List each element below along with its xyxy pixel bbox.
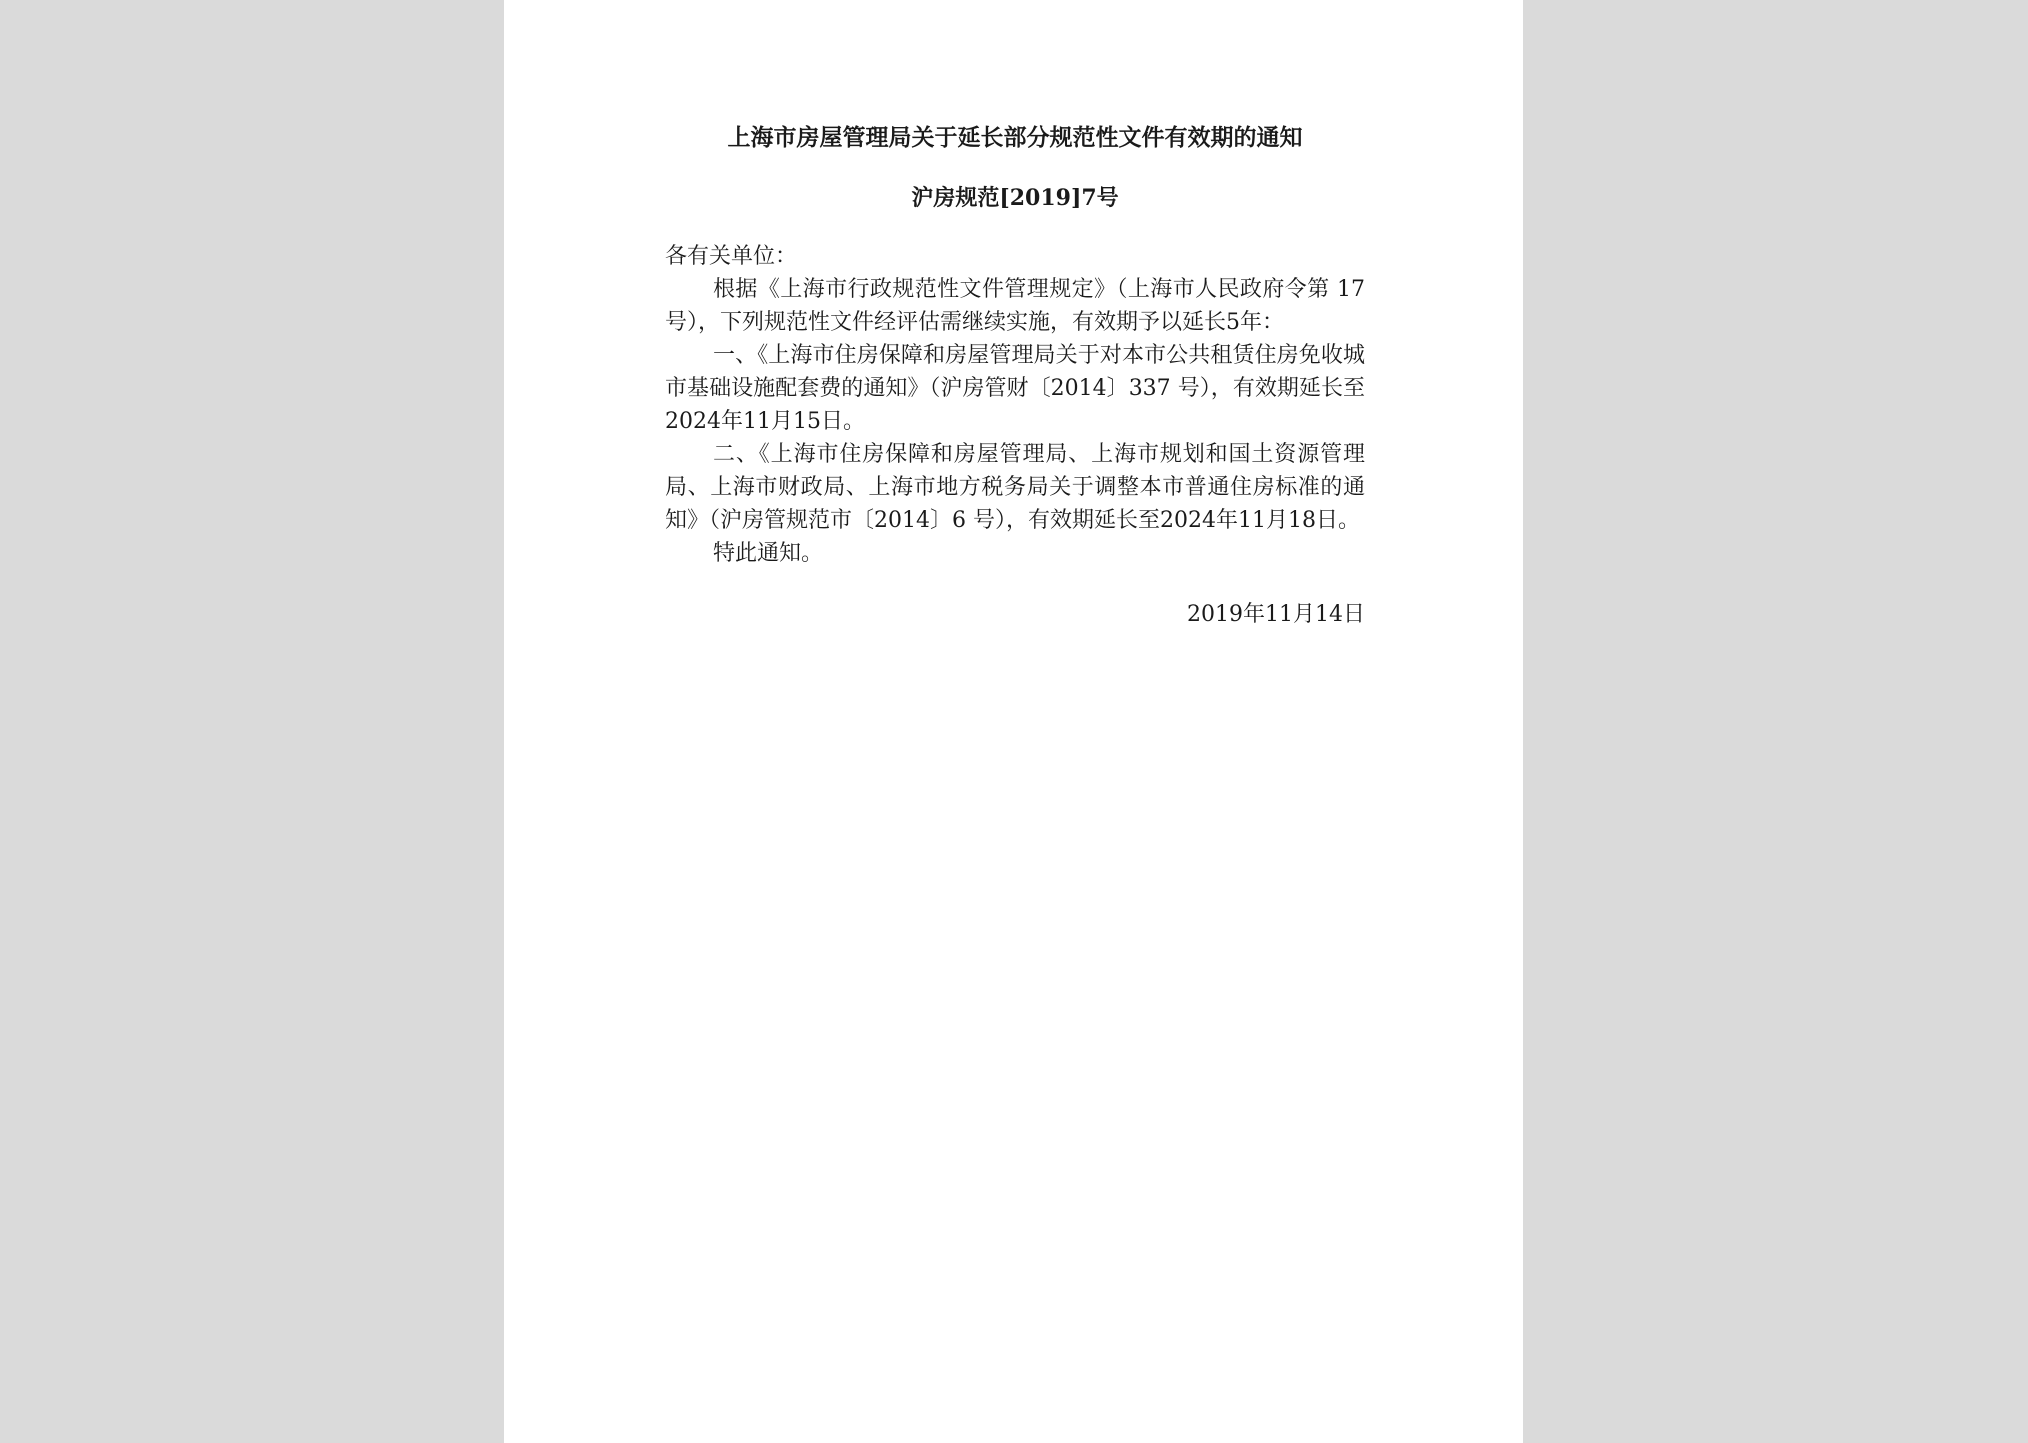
paragraph-item-two: 二、《上海市住房保障和房屋管理局、上海市规划和国土资源管理局、上海市财政局、上海市地方税务局关于调整本市普通住房标准的通知》（沪房管规范市〔2014〕6 号），有效期延长至2024年11月18日。 (665, 442, 1365, 533)
document-title: 上海市房屋管理局关于延长部分规范性文件有效期的通知 (727, 124, 1303, 151)
salutation: 各有关单位： (665, 244, 798, 269)
document-body (665, 240, 1365, 570)
document-content (665, 118, 1365, 631)
document-date: 2019年11月14日 (1187, 602, 1365, 627)
paragraph-item-one: 一、《上海市住房保障和房屋管理局关于对本市公共租赁住房免收城市基础设施配套费的通知》（沪房管财〔2014〕337 号），有效期延长至2024年11月15日。 (665, 343, 1365, 434)
paragraph-closing: 特此通知。 (713, 541, 824, 566)
document-number: 沪房规范[2019]7号 (911, 185, 1119, 211)
document-page (504, 0, 1523, 1443)
paragraph-basis: 根据《上海市行政规范性文件管理规定》（上海市人民政府令第 17 号），下列规范性文件经评估需继续实施，有效期予以延长5年： (665, 277, 1365, 335)
